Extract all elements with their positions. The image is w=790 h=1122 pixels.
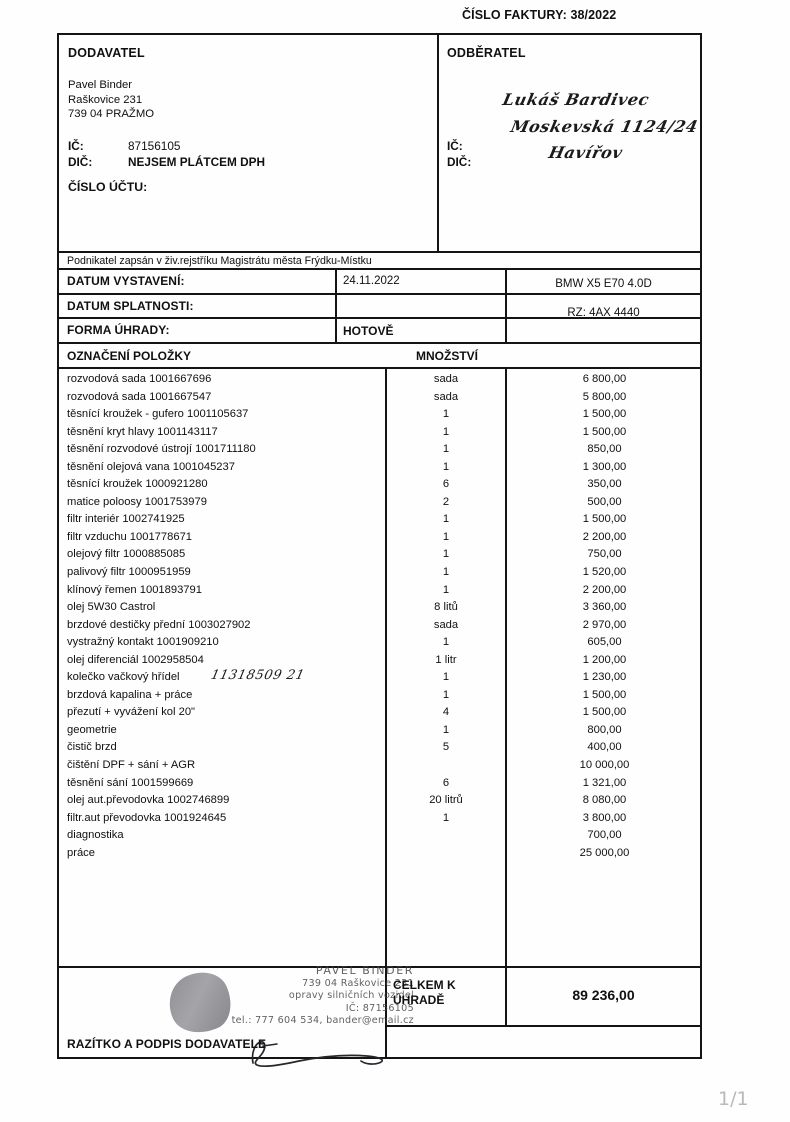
- issue-date-value: 24.11.2022: [343, 275, 400, 287]
- supplier-stamp: [199, 965, 414, 1040]
- item-description: matice poloosy 1001753979: [67, 495, 207, 508]
- due-date-label: DATUM SPLATNOSTI:: [67, 298, 194, 313]
- table-row: [59, 478, 700, 496]
- item-quantity: 1: [442, 566, 450, 579]
- table-row: [59, 443, 700, 461]
- item-price: 1 200,00: [582, 653, 627, 666]
- item-description: olej 5W30 Castrol: [67, 601, 156, 614]
- item-price: 2 200,00: [582, 530, 627, 543]
- stamp-ic: IČ: 87156105: [345, 1002, 414, 1014]
- item-price: 2 200,00: [582, 583, 627, 596]
- item-quantity: 1: [442, 425, 450, 438]
- item-description: klínový řemen 1001893791: [67, 583, 202, 596]
- item-description: olej diferenciál 1002958504: [67, 653, 204, 666]
- table-row: [59, 513, 700, 531]
- item-quantity: 1: [442, 723, 450, 736]
- item-description: práce: [67, 846, 95, 859]
- invoice-number: ČÍSLO FAKTURY: 38/2022: [462, 8, 617, 22]
- item-price: 1 500,00: [582, 425, 627, 438]
- table-row: [59, 496, 700, 514]
- item-quantity: 1: [442, 513, 450, 526]
- table-row: [59, 724, 700, 742]
- registration-note: Podnikatel zapsán v živ.rejstříku Magistrátu města Frýdku-Místku: [67, 255, 372, 267]
- column-header-description: OZNAČENÍ POLOŽKY: [67, 349, 192, 363]
- total-label-cell: [387, 968, 505, 1025]
- table-row: [59, 601, 700, 619]
- supplier-heading: DODAVATEL: [68, 46, 145, 60]
- total-value-cell: [507, 968, 700, 1025]
- supplier-city: 739 04 PRAŽMO: [68, 108, 155, 121]
- item-quantity: 1: [442, 548, 450, 561]
- supplier-ic-label: IČ:: [68, 139, 84, 153]
- item-description: rozvodová sada 1001667547: [67, 390, 212, 403]
- table-row: [59, 619, 700, 637]
- item-description: brzdová kapalina + práce: [67, 688, 193, 701]
- item-quantity: sada: [433, 618, 459, 631]
- totals-bottom-divider: [387, 1025, 700, 1027]
- table-row: [59, 461, 700, 479]
- handwritten-part-number: 11318509 21: [209, 668, 307, 684]
- item-quantity: 1: [442, 811, 450, 824]
- supplier-ic-row: [68, 138, 265, 154]
- table-row: [59, 847, 700, 865]
- item-description: geometrie: [67, 723, 117, 736]
- item-price: 1 300,00: [582, 460, 627, 473]
- column-header-quantity: MNOŽSTVÍ: [416, 349, 478, 363]
- signature-label: RAZÍTKO A PODPIS DODAVATELE: [67, 1037, 267, 1051]
- table-row: [59, 408, 700, 426]
- item-price: 1 500,00: [582, 706, 627, 719]
- items-rows: [59, 373, 700, 864]
- customer-handwritten-city: Havířov: [546, 143, 625, 162]
- table-row: [59, 391, 700, 409]
- table-row: [59, 777, 700, 795]
- item-price: 8 080,00: [582, 794, 627, 807]
- item-quantity: 1: [442, 583, 450, 596]
- page-number: 1/1: [718, 1088, 749, 1110]
- item-quantity: 1: [442, 636, 450, 649]
- item-description: filtr interiér 1002741925: [67, 513, 185, 526]
- stamp-contact: tel.: 777 604 534, bander@email.cz: [231, 1015, 414, 1027]
- item-description: těsnící kroužek - gufero 1001105637: [67, 408, 249, 421]
- item-quantity: 8 litů: [434, 601, 458, 614]
- payment-method-label: FORMA ÚHRADY:: [67, 323, 170, 338]
- table-row: [59, 794, 700, 812]
- vehicle-plate: RZ: 4AX 4440: [567, 307, 640, 319]
- item-description: vystražný kontakt 1001909210: [67, 636, 219, 649]
- item-price: 1 500,00: [582, 408, 627, 421]
- item-description: těsnění rozvodové ústrojí 1001711180: [67, 443, 256, 456]
- item-description: filtr.aut převodovka 1001924645: [67, 811, 227, 824]
- supplier-identifiers: [68, 138, 265, 170]
- vehicle-info: [507, 270, 700, 344]
- item-description: čištění DPF + sání + AGR: [67, 759, 196, 772]
- item-quantity: sada: [433, 373, 459, 385]
- table-row: [59, 689, 700, 707]
- table-row: [59, 812, 700, 830]
- total-value: 89 236,00: [572, 987, 635, 1003]
- item-description: olej aut.převodovka 1002746899: [67, 794, 230, 807]
- item-quantity: 5: [442, 741, 450, 754]
- item-quantity: sada: [433, 390, 459, 403]
- items-table-header: [59, 344, 700, 369]
- table-row: [59, 636, 700, 654]
- registration-note-row: [59, 251, 700, 270]
- item-description: těsnění sání 1001599669: [67, 776, 194, 789]
- invoice-frame: [57, 33, 702, 1059]
- item-price: 1 321,00: [582, 776, 627, 789]
- item-quantity: 1: [442, 408, 450, 421]
- vehicle-model: BMW X5 E70 4.0D: [555, 278, 652, 290]
- item-price: 1 230,00: [582, 671, 627, 684]
- table-row: [59, 654, 700, 672]
- supplier-dic-value: NEJSEM PLÁTCEM DPH: [128, 155, 265, 169]
- item-description: olejový filtr 1000885085: [67, 548, 186, 561]
- handwritten-signature: [247, 1037, 417, 1071]
- table-row: [59, 829, 700, 847]
- item-description: těsnící kroužek 1000921280: [67, 478, 208, 491]
- stamp-address: 739 04 Raškovice 231: [302, 977, 414, 989]
- item-description: těsnění olejová vana 1001045237: [67, 460, 235, 473]
- item-quantity: 2: [442, 495, 450, 508]
- issue-date-label: DATUM VYSTAVENÍ:: [67, 274, 185, 288]
- table-row: [59, 426, 700, 444]
- party-divider: [437, 35, 439, 251]
- item-price: 750,00: [587, 548, 622, 561]
- item-price: 1 500,00: [582, 688, 627, 701]
- table-row: [59, 668, 700, 689]
- item-description: rozvodová sada 1001667696: [67, 373, 212, 385]
- item-description: přezutí + vyvážení kol 20": [67, 706, 196, 719]
- item-quantity: 1: [442, 460, 450, 473]
- customer-identifiers: [447, 138, 471, 170]
- item-price: 6 800,00: [582, 373, 627, 385]
- item-description: těsnění kryt hlavy 1001143117: [67, 425, 218, 438]
- supplier-dic-label: DIČ:: [68, 155, 93, 169]
- item-description: čistič brzd: [67, 741, 117, 754]
- table-row: [59, 373, 700, 391]
- item-quantity: 1 litr: [435, 653, 457, 666]
- item-price: 3 800,00: [582, 811, 627, 824]
- customer-heading: ODBĚRATEL: [447, 46, 526, 60]
- supplier-address: [68, 78, 154, 122]
- item-quantity: 1: [442, 530, 450, 543]
- item-quantity: 20 litrů: [429, 794, 463, 807]
- supplier-street: Raškovice 231: [68, 93, 143, 106]
- item-price: 3 360,00: [582, 601, 627, 614]
- item-price: 1 500,00: [582, 513, 627, 526]
- item-price: 700,00: [587, 829, 622, 842]
- item-description: filtr vzduchu 1001778671: [67, 530, 193, 543]
- item-description: kolečko vačkový hřídel: [67, 671, 180, 684]
- item-quantity: 1: [442, 688, 450, 701]
- item-price: 5 800,00: [582, 390, 627, 403]
- table-row: [59, 706, 700, 724]
- supplier-name: Pavel Binder: [68, 79, 133, 91]
- stamp-name: PAVEL BINDER: [315, 964, 414, 977]
- item-price: 605,00: [587, 636, 622, 649]
- meta-section: [59, 270, 700, 344]
- item-price: 400,00: [587, 741, 622, 754]
- item-quantity: 6: [442, 478, 450, 491]
- item-description: diagnostika: [67, 829, 124, 842]
- item-price: 25 000,00: [579, 846, 630, 859]
- item-price: 500,00: [587, 495, 622, 508]
- item-price: 850,00: [587, 443, 622, 456]
- item-description: palivový filtr 1000951959: [67, 566, 191, 579]
- item-quantity: 1: [442, 671, 450, 684]
- table-row: [59, 566, 700, 584]
- account-number-label: ČÍSLO ÚČTU:: [68, 180, 148, 194]
- customer-ic-label: IČ:: [447, 139, 463, 153]
- items-table-body: [59, 369, 700, 966]
- customer-dic-label: DIČ:: [447, 155, 472, 169]
- item-price: 10 000,00: [579, 759, 630, 772]
- stamp-business: opravy silničních vozidel: [288, 990, 414, 1002]
- customer-handwritten-name: Lukáš Bardivec: [500, 90, 652, 109]
- table-row: [59, 584, 700, 602]
- item-price: 1 520,00: [582, 566, 627, 579]
- item-quantity: 6: [442, 776, 450, 789]
- payment-method-value: HOTOVĚ: [343, 324, 394, 339]
- table-row: [59, 548, 700, 566]
- item-quantity: 4: [442, 706, 450, 719]
- supplier-ic-value: 87156105: [128, 139, 181, 153]
- total-label: CELKEM K ÚHRADĚ: [393, 978, 456, 1007]
- table-row: [59, 531, 700, 549]
- parties-section: [59, 35, 700, 251]
- item-price: 350,00: [587, 478, 622, 491]
- item-price: 2 970,00: [582, 618, 627, 631]
- item-price: 800,00: [587, 723, 622, 736]
- table-row: [59, 741, 700, 759]
- item-quantity: 1: [442, 443, 450, 456]
- item-description: brzdové destičky přední 1003027902: [67, 618, 251, 631]
- table-row: [59, 759, 700, 777]
- customer-handwritten-street: Moskevská 1124/24: [508, 117, 700, 136]
- supplier-dic-row: [68, 154, 265, 170]
